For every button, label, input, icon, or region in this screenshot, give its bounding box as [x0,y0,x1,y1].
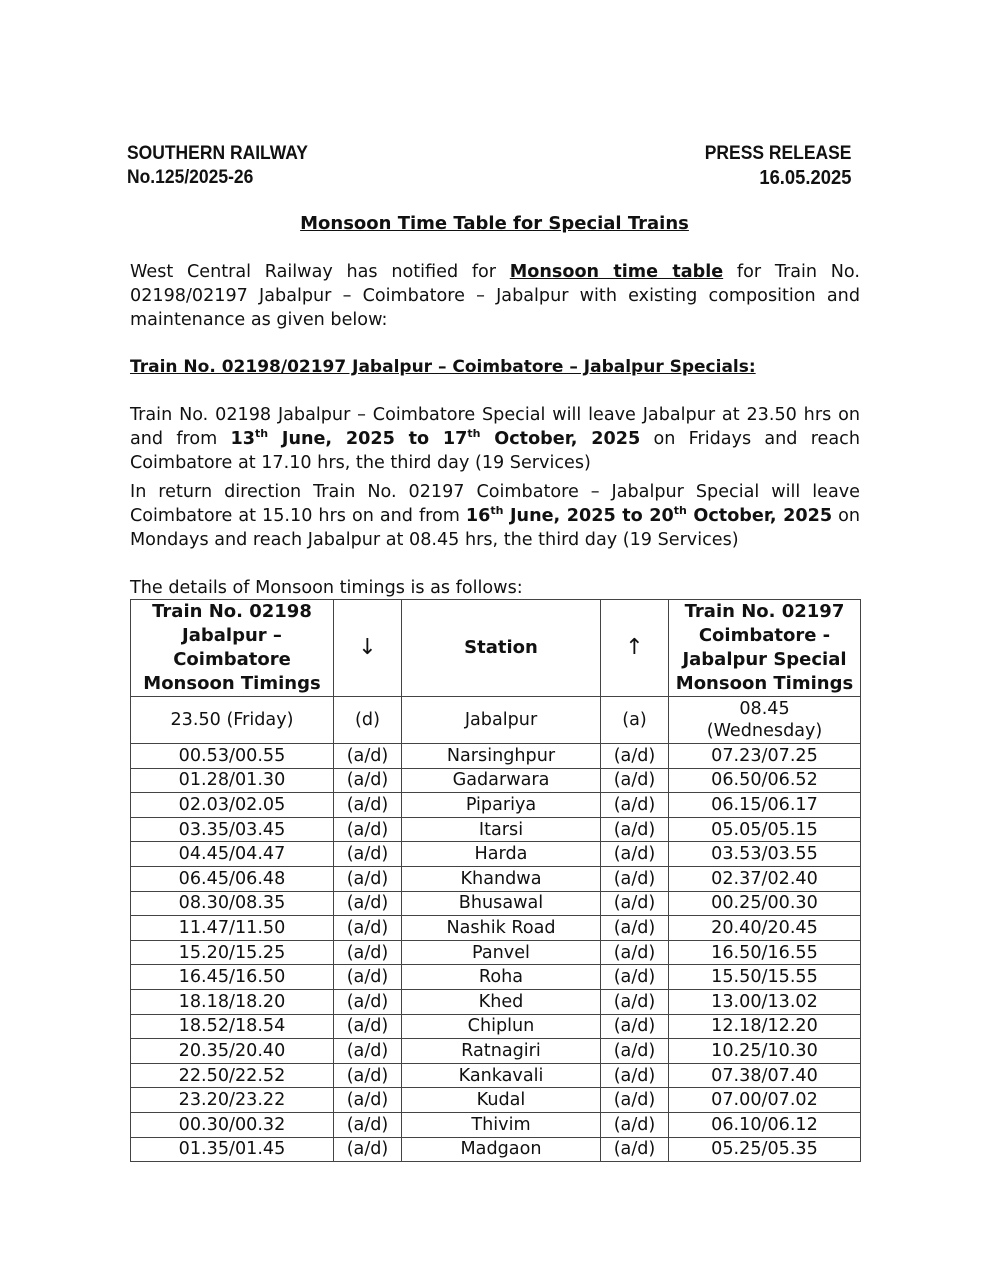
down-code-cell: (a/d) [334,1063,402,1088]
station-cell: Kudal [402,1088,601,1113]
up-code-cell: (a/d) [601,1039,669,1064]
down-time-cell: 01.35/01.45 [131,1137,334,1162]
down-code-cell: (a/d) [334,768,402,793]
up-code-cell: (a/d) [601,940,669,965]
header-right [704,142,851,190]
table-row [131,989,861,1014]
up-time-cell: 06.15/06.17 [669,793,861,818]
station-cell: Harda [402,842,601,867]
return-paragraph: In return direction Train No. 02197 Coimbatore – Jabalpur Special will leave Coimbatore at 15.10 hrs on and from 16th June, 2025 to 20th October, 2025 on Mondays and reach Jabalpur at 08.45 hrs, the third day (19 Services) [130,482,861,550]
table-row [131,940,861,965]
up-code-cell: (a/d) [601,1088,669,1113]
up-time-cell: 07.00/07.02 [669,1088,861,1113]
section-heading: Train No. 02198/02197 Jabalpur – Coimbatore – Jabalpur Specials: [130,357,756,377]
down-code-cell: (a/d) [334,842,402,867]
up-time-cell: 06.50/06.52 [669,768,861,793]
down-time-cell: 20.35/20.40 [131,1039,334,1064]
table-row: 23.50 (Friday) (d) Jabalpur (a) 08.45 (Wednesday) [131,697,861,744]
table-row [131,744,861,769]
outbound-paragraph: Train No. 02198 Jabalpur – Coimbatore Special will leave Jabalpur at 23.50 hrs on and from 13th June, 2025 to 17th October, 2025 on Fridays and reach Coimbatore at 17.10 hrs, the third day (19 Services) [130,405,860,473]
station-cell: Khed [402,989,601,1014]
up-code-cell: (a/d) [601,1063,669,1088]
up-time-cell: 13.00/13.02 [669,989,861,1014]
down-time-cell: 06.45/06.48 [131,866,334,891]
table-row [131,866,861,891]
station-cell: Narsinghpur [402,744,601,769]
up-code-cell: (a/d) [601,1014,669,1039]
down-code-cell: (a/d) [334,940,402,965]
station-cell: Chiplun [402,1014,601,1039]
table-row [131,965,861,990]
page-title: Monsoon Time Table for Special Trains [300,213,689,234]
station-cell: Pipariya [402,793,601,818]
org-name: SOUTHERN RAILWAY [127,143,308,164]
down-time-cell: 22.50/22.52 [131,1063,334,1088]
release-date: 16.05.2025 [758,167,851,189]
down-code-cell: (a/d) [334,989,402,1014]
table-row [131,1137,861,1162]
table-row [131,768,861,793]
up-time-cell: 02.37/02.40 [669,866,861,891]
down-time-cell: 00.30/00.32 [131,1112,334,1137]
down-code-cell: (a/d) [334,891,402,916]
up-code-cell: (a/d) [601,965,669,990]
station-cell: Thivim [402,1112,601,1137]
table-row [131,1039,861,1064]
down-time-cell: 03.35/03.45 [131,817,334,842]
up-time-cell: 03.53/03.55 [669,842,861,867]
station-cell: Bhusawal [402,891,601,916]
table-row [131,1112,861,1137]
station-cell: Khandwa [402,866,601,891]
outbound-dates: 13th June, 2025 to 17th October, 2025 [230,427,641,449]
table-row [131,1088,861,1113]
down-code-cell: (a/d) [334,1088,402,1113]
down-arrow-icon: ↓ [334,600,402,697]
up-time-cell: 10.25/10.30 [669,1039,861,1064]
up-arrow-icon: ↑ [601,600,669,697]
down-time-cell: 23.20/23.22 [131,1088,334,1113]
up-time-cell: 16.50/16.55 [669,940,861,965]
table-header-row [131,600,861,697]
table-row [131,891,861,916]
up-code-cell: (a/d) [601,744,669,769]
down-code-cell: (a/d) [334,1014,402,1039]
down-time-cell: 18.18/18.20 [131,989,334,1014]
table-row [131,793,861,818]
intro-paragraph: West Central Railway has notified for Monsoon time table for Train No. 02198/02197 Jabalpur – Coimbatore – Jabalpur with existing composition and maintenance as given below: [130,262,860,330]
down-time-cell: 18.52/18.54 [131,1014,334,1039]
table-row [131,1063,861,1088]
timings-table [130,599,861,1162]
up-code-cell: (a/d) [601,866,669,891]
station-cell: Roha [402,965,601,990]
release-number: No.125/2025-26 [127,167,254,188]
up-code-cell: (a/d) [601,842,669,867]
down-time-cell: 00.53/00.55 [131,744,334,769]
down-code-cell: (a/d) [334,793,402,818]
down-code-cell: (a/d) [334,817,402,842]
station-cell: Nashik Road [402,916,601,941]
intro-highlight: Monsoon time table [509,262,724,282]
down-code-cell: (a/d) [334,866,402,891]
up-time-cell: 12.18/12.20 [669,1014,861,1039]
up-time-cell: 00.25/00.30 [669,891,861,916]
up-code-cell: (a/d) [601,817,669,842]
up-code-cell: (a/d) [601,768,669,793]
table-row [131,916,861,941]
up-time-cell: 05.05/05.15 [669,817,861,842]
down-time-cell: 11.47/11.50 [131,916,334,941]
table-row [131,817,861,842]
down-time-cell: 16.45/16.50 [131,965,334,990]
station-cell: Panvel [402,940,601,965]
up-time-cell: 20.40/20.45 [669,916,861,941]
down-time-cell: 01.28/01.30 [131,768,334,793]
down-code-cell: (a/d) [334,1137,402,1162]
down-code-cell: (a/d) [334,916,402,941]
up-time-cell: 15.50/15.55 [669,965,861,990]
down-time-cell: 15.20/15.25 [131,940,334,965]
down-time-cell: 04.45/04.47 [131,842,334,867]
doc-type: PRESS RELEASE [704,143,851,164]
table-row [131,842,861,867]
station-cell: Gadarwara [402,768,601,793]
up-time-cell: 07.23/07.25 [669,744,861,769]
table-row [131,1014,861,1039]
up-code-cell: (a/d) [601,891,669,916]
details-intro: The details of Monsoon timings is as follows: [130,578,523,598]
header-station: Station [402,600,601,697]
header-02197-timings: Train No. 02197 Coimbatore - Jabalpur Special Monsoon Timings [669,600,861,697]
station-cell: Itarsi [402,817,601,842]
station-cell: Madgaon [402,1137,601,1162]
down-code-cell: (a/d) [334,1112,402,1137]
up-code-cell: (a/d) [601,916,669,941]
header-02198-timings: Train No. 02198 Jabalpur – Coimbatore Monsoon Timings [131,600,334,697]
up-time-cell: 07.38/07.40 [669,1063,861,1088]
station-cell: Kankavali [402,1063,601,1088]
up-time-cell: 05.25/05.35 [669,1137,861,1162]
down-code-cell: (a/d) [334,744,402,769]
up-code-cell: (a/d) [601,793,669,818]
down-code-cell: (a/d) [334,965,402,990]
up-time-cell: 06.10/06.12 [669,1112,861,1137]
up-code-cell: (a/d) [601,1112,669,1137]
station-cell: Ratnagiri [402,1039,601,1064]
down-code-cell: (a/d) [334,1039,402,1064]
header-left [127,142,308,190]
return-dates: 16th June, 2025 to 20th October, 2025 [465,504,833,526]
up-code-cell: (a/d) [601,1137,669,1162]
up-code-cell: (a/d) [601,989,669,1014]
down-time-cell: 02.03/02.05 [131,793,334,818]
down-time-cell: 08.30/08.35 [131,891,334,916]
